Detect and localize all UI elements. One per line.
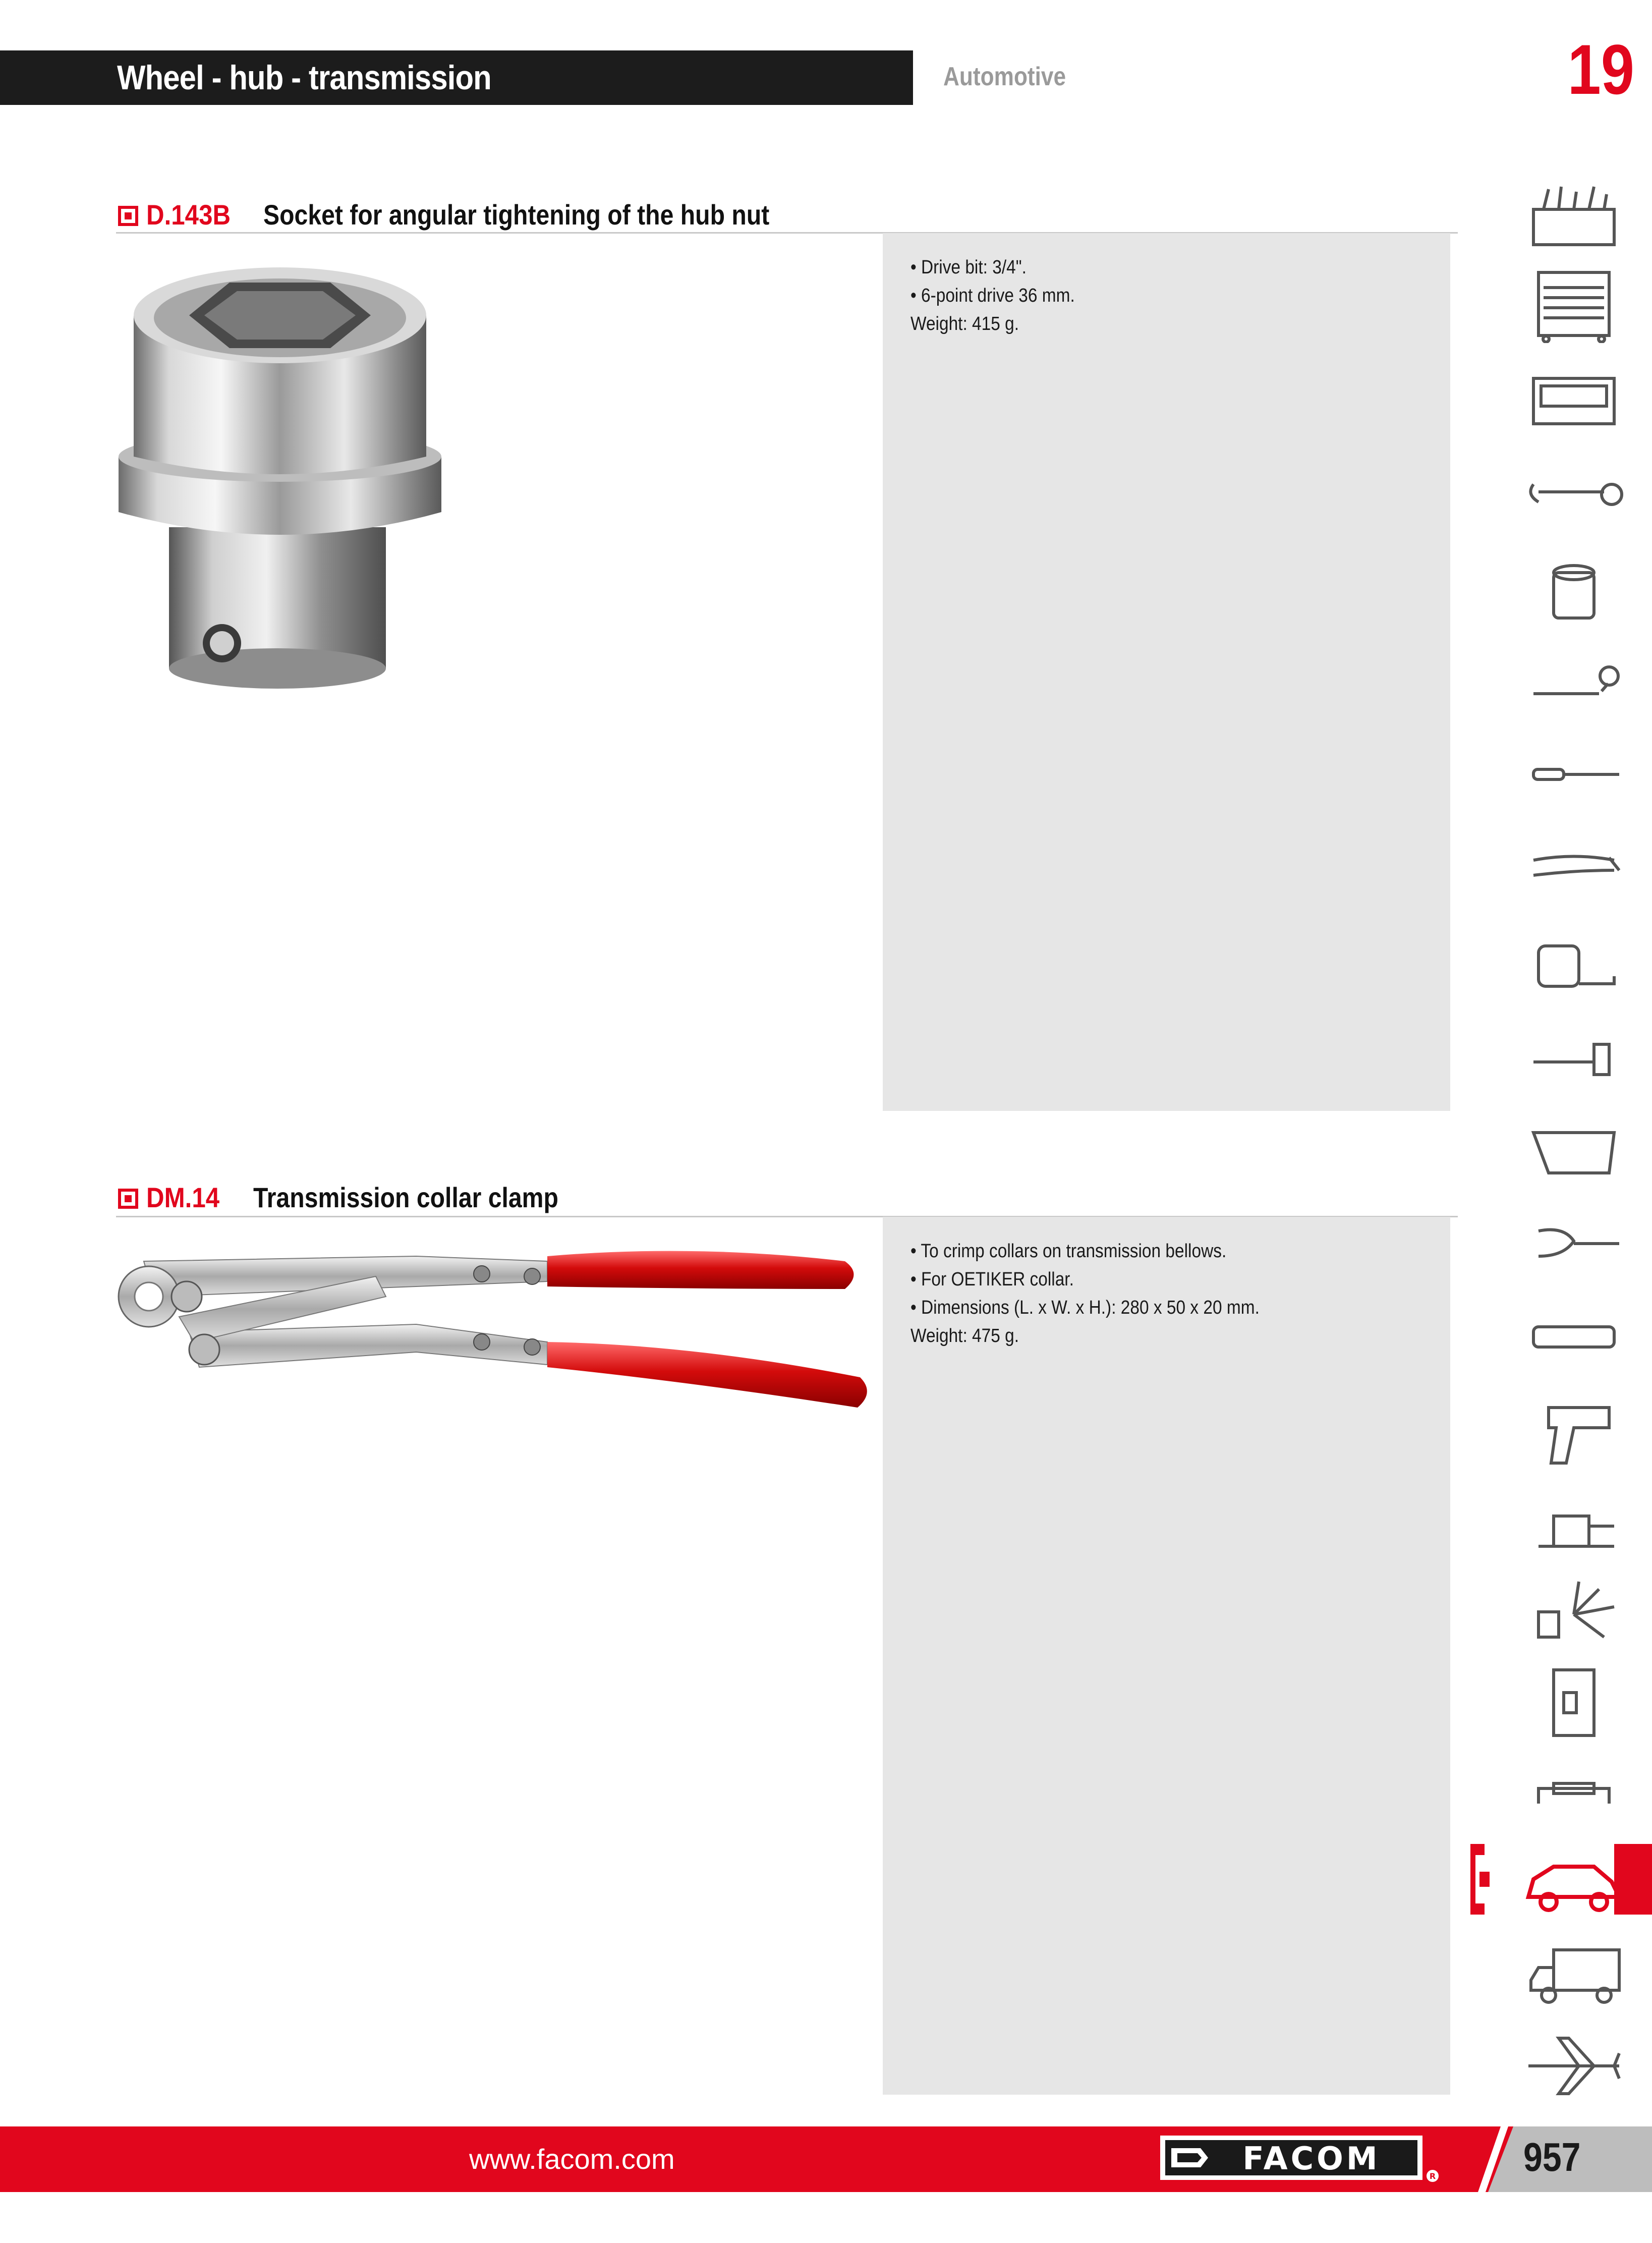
tester-icon[interactable] <box>1518 1299 1629 1375</box>
airplane-icon[interactable] <box>1518 2028 1629 2104</box>
truck-icon[interactable] <box>1518 1937 1629 2013</box>
vise-icon[interactable] <box>1518 1486 1629 1561</box>
spec-item: • Drive bit: 3/4". <box>910 257 1027 278</box>
spec-panel-d143b <box>883 233 1450 1111</box>
product-code: D.143B <box>146 199 231 231</box>
spec-item: • To crimp collars on transmission bellows. <box>910 1241 1227 1262</box>
spec-weight: Weight: 475 g. <box>910 1325 1019 1347</box>
category-label: Automotive <box>943 62 1066 91</box>
pliers-icon[interactable] <box>1518 830 1629 906</box>
spec-item: • 6-point drive 36 mm. <box>910 285 1075 306</box>
spec-weight: Weight: 415 g. <box>910 313 1019 334</box>
collar-clamp-product-image <box>113 1241 875 1428</box>
product-code: DM.14 <box>146 1182 220 1213</box>
socket-product-image <box>113 255 462 709</box>
car-icon[interactable] <box>1518 1846 1629 1922</box>
spec-list <box>910 1237 1307 1322</box>
chapter-number: 19 <box>1567 30 1634 109</box>
hacksaw-icon[interactable] <box>1518 1112 1629 1188</box>
svg-text:FACOM: FACOM <box>1242 2140 1381 2177</box>
safety-spark-icon[interactable] <box>1518 1577 1629 1652</box>
toolbox-icon[interactable] <box>1518 179 1629 255</box>
product-title: Transmission collar clamp <box>253 1182 558 1213</box>
spec-item: • Dimensions (L. x W. x H.): 280 x 50 x 20 mm. <box>910 1297 1260 1318</box>
product-title: Socket for angular tightening of the hub nut <box>263 199 770 231</box>
spec-list <box>910 253 1097 310</box>
active-chapter-tab <box>1614 1844 1652 1915</box>
combination-wrench-icon[interactable] <box>1518 457 1629 532</box>
ratchet-icon[interactable] <box>1518 646 1629 721</box>
hammer-icon[interactable] <box>1518 1022 1629 1097</box>
section-marker-icon <box>118 1189 138 1209</box>
section-marker-icon <box>118 206 138 226</box>
facom-logo-icon <box>1160 2133 1443 2183</box>
impact-wrench-icon[interactable] <box>1518 1392 1629 1468</box>
active-chapter-bracket <box>1470 1844 1485 1915</box>
tool-drawer-icon[interactable] <box>1518 363 1629 439</box>
page-number: 957 <box>1523 2135 1581 2179</box>
tape-measure-icon[interactable] <box>1518 926 1629 1001</box>
socket-icon[interactable] <box>1518 552 1629 628</box>
screwdriver-icon[interactable] <box>1518 737 1629 812</box>
spec-item: • For OETIKER collar. <box>910 1269 1074 1290</box>
svg-text:R: R <box>1429 2171 1436 2181</box>
tool-cabinet-icon[interactable] <box>1518 267 1629 343</box>
website-link[interactable]: www.facom.com <box>469 2143 675 2175</box>
puller-icon[interactable] <box>1518 1206 1629 1281</box>
page-title: Wheel - hub - transmission <box>117 59 491 97</box>
handle-icon[interactable] <box>1518 1753 1629 1829</box>
circuit-breaker-icon[interactable] <box>1518 1665 1629 1741</box>
footer-underline <box>0 2192 1652 2197</box>
